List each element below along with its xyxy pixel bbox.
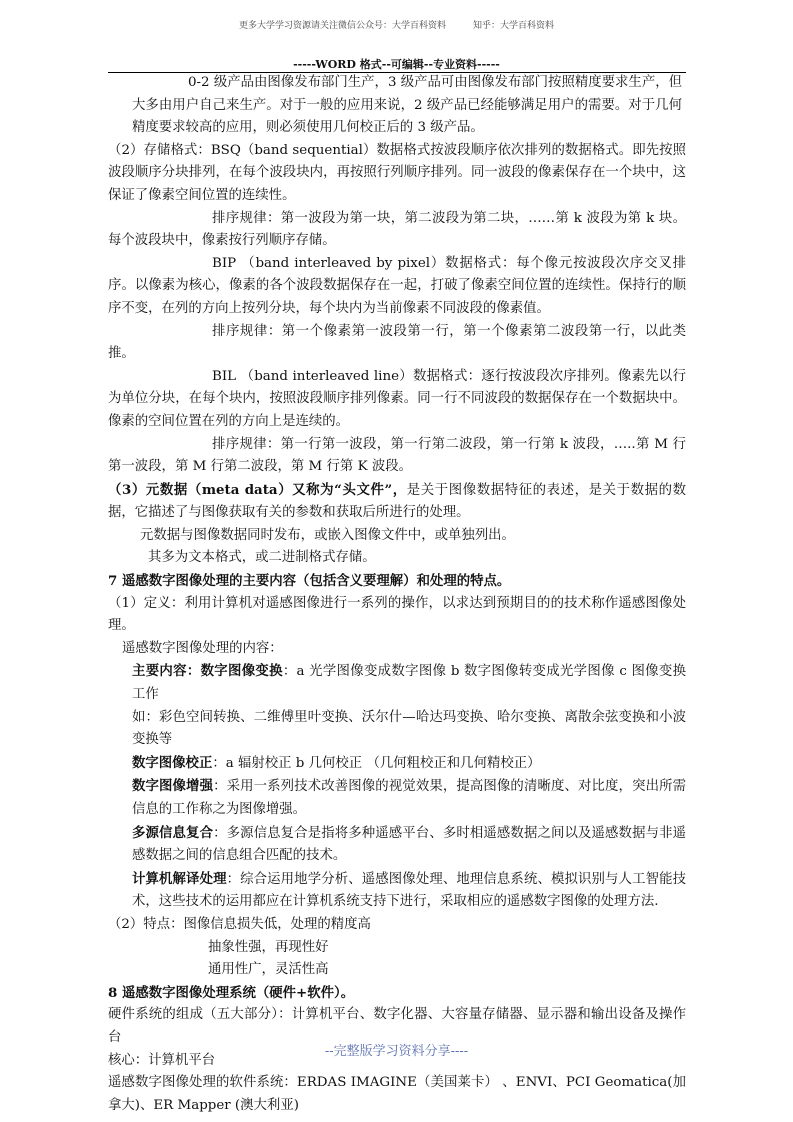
paragraph-software: 遥感数字图像处理的软件系统：ERDAS IMAGINE（美国莱卡） 、ENVI、PCI Geomatica(加拿大)、ER Mapper (澳大利亚) xyxy=(108,1075,686,1113)
paragraph-metadata-2: 元数据与图像数据同时发布，或嵌入图像文件中，或单独列出。 xyxy=(140,527,515,543)
paragraph-core: 核心：计算机平台 xyxy=(108,1052,216,1068)
paragraph-feature-3: 通用性广，灵活性高 xyxy=(208,962,329,978)
paragraph-metadata-3: 其多为文本格式，或二进制格式存储。 xyxy=(148,550,376,566)
item-info-fusion xyxy=(108,822,686,868)
heading-7: 7 遥感数字图像处理的主要内容（包括含义要理解）和处理的特点。 xyxy=(108,573,511,590)
item-computer-interpretation xyxy=(108,868,686,914)
paragraph-bip-rule: 排序规律：第一个像素第一波段第一行，第一个像素第二波段第一行，以此类推。 xyxy=(108,323,686,362)
item-image-correction-label: 数字图像校正 xyxy=(132,754,213,771)
item-image-transform-text: ：a 光学图像变成数字图像 b 数字图像转变成光学图像 c 图像变换工作 xyxy=(132,664,686,703)
paragraph-definition: （1）定义：利用计算机对遥感图像进行一系列的操作，以求达到预期目的的技术称作遥感图像处理。 xyxy=(108,595,686,634)
item-image-enhancement xyxy=(108,775,686,821)
item-computer-interpretation-text: ：综合运用地学分析、遥感图像处理、地理信息系统、模拟识别与人工智能技术，这些技术的运用都应在计算机系统支持下进行，采取相应的遥感数字图像的处理方法. xyxy=(132,871,687,910)
item-image-enhancement-label: 数字图像增强 xyxy=(132,778,214,795)
item-image-transform xyxy=(108,660,686,706)
top-note-left: 更多大学学习资源请关注微信公众号：大学百科资料 xyxy=(239,21,447,31)
paragraph-content-intro: 遥感数字图像处理的内容： xyxy=(122,640,283,656)
header-title: -----WORD 格式--可编辑--专业资料----- xyxy=(293,58,500,71)
paragraph-feature-2: 抽象性强，再现性好 xyxy=(208,939,329,955)
item-info-fusion-label: 多源信息复合 xyxy=(132,824,214,841)
item-computer-interpretation-label: 计算机解译处理 xyxy=(132,870,227,887)
paragraph-hardware: 硬件系统的组成（五大部分）：计算机平台、数字化器、大容量存储器、显示器和输出设备及操作台 xyxy=(108,1007,686,1045)
top-note-right: 知乎：大学百科资料 xyxy=(472,21,554,31)
paragraph-feature-1: （2）特点：图像信息损失低，处理的精度高 xyxy=(108,916,371,932)
paragraph-levels: 0-2 级产品由图像发布部门生产，3 级产品可由图像发布部门按照精度要求生产，但大多由用户自己来生产。对于一般的应用来说，2 级产品已经能够满足用户的需要。对于几何精度要求较高的应用，则必须使用几何校正后的 3 级产品。 xyxy=(132,75,682,136)
document-body xyxy=(108,72,686,1117)
item-info-fusion-text: ：多源信息复合是指将多种遥感平台、多时相遥感数据之间以及遥感数据与非遥感数据之间的信息组合匹配的技术。 xyxy=(132,825,686,864)
item-image-correction xyxy=(108,752,686,776)
paragraph-bsq-rule: 排序规律：第一波段为第一块，第二波段为第二块，……第 k 波段为第 k 块。每个波段块中，像素按行列顺序存储。 xyxy=(108,210,686,249)
item-image-transform-label: 主要内容：数字图像变换 xyxy=(132,663,283,680)
metadata-label: （3）元数据（meta data）又称为“头文件”， xyxy=(108,481,407,498)
top-note xyxy=(0,18,793,31)
paragraph-bip: BIP （band interleaved by pixel）数据格式：每个像元按波段次序交叉排序。以像素为核心，像素的各个波段数据保存在一起，打破了像素空间位置的连续性。保持行的顺序不变，在列的方向上按列分块，每个块内为当前像素不同波段的像素值。 xyxy=(108,255,686,316)
item-transform-examples: 如：彩色空间转换、二维傅里叶变换、沃尔什—哈达玛变换、哈尔变换、离散余弦变换和小波变换等 xyxy=(132,709,686,748)
paragraph-bil: BIL （band interleaved line）数据格式：逐行按波段次序排列。像素先以行为单位分块，在每个块内，按照波段顺序排列像素。同一行不同波段的数据保存在一个数据块中。像素的空间位置在列的方向上是连续的。 xyxy=(108,368,686,429)
paragraph-metadata xyxy=(108,479,686,525)
metadata-text: 是关于图像数据特征的表述，是关于数据的数据，它描述了与图像获取有关的参数和获取后所进行的处理。 xyxy=(108,482,686,521)
item-image-enhancement-text: ：采用一系列技术改善图像的视觉效果，提高图像的清晰度、对比度，突出所需信息的工作称之为图像增强。 xyxy=(132,779,686,817)
paragraph-storage: （2）存储格式：BSQ（band sequential）数据格式按波段顺序依次排列的数据格式。即先按照波段顺序分块排列，在每个波段块内，再按照行列顺序排列。同一波段的像素保存在一个块中，这保证了像素空间位置的连续性。 xyxy=(108,142,686,203)
item-image-correction-text: ：a 辐射校正 b 几何校正 （几何粗校正和几何精校正） xyxy=(212,755,541,771)
paragraph-bil-rule: 排序规律：第一行第一波段，第一行第二波段，第一行第 k 波段，…..第 M 行第一波段，第 M 行第二波段，第 M 行第 K 波段。 xyxy=(108,436,686,475)
footer: --完整版学习资料分享---- xyxy=(324,1044,469,1059)
heading-8: 8 遥感数字图像处理系统（硬件+软件）。 xyxy=(108,984,355,1001)
